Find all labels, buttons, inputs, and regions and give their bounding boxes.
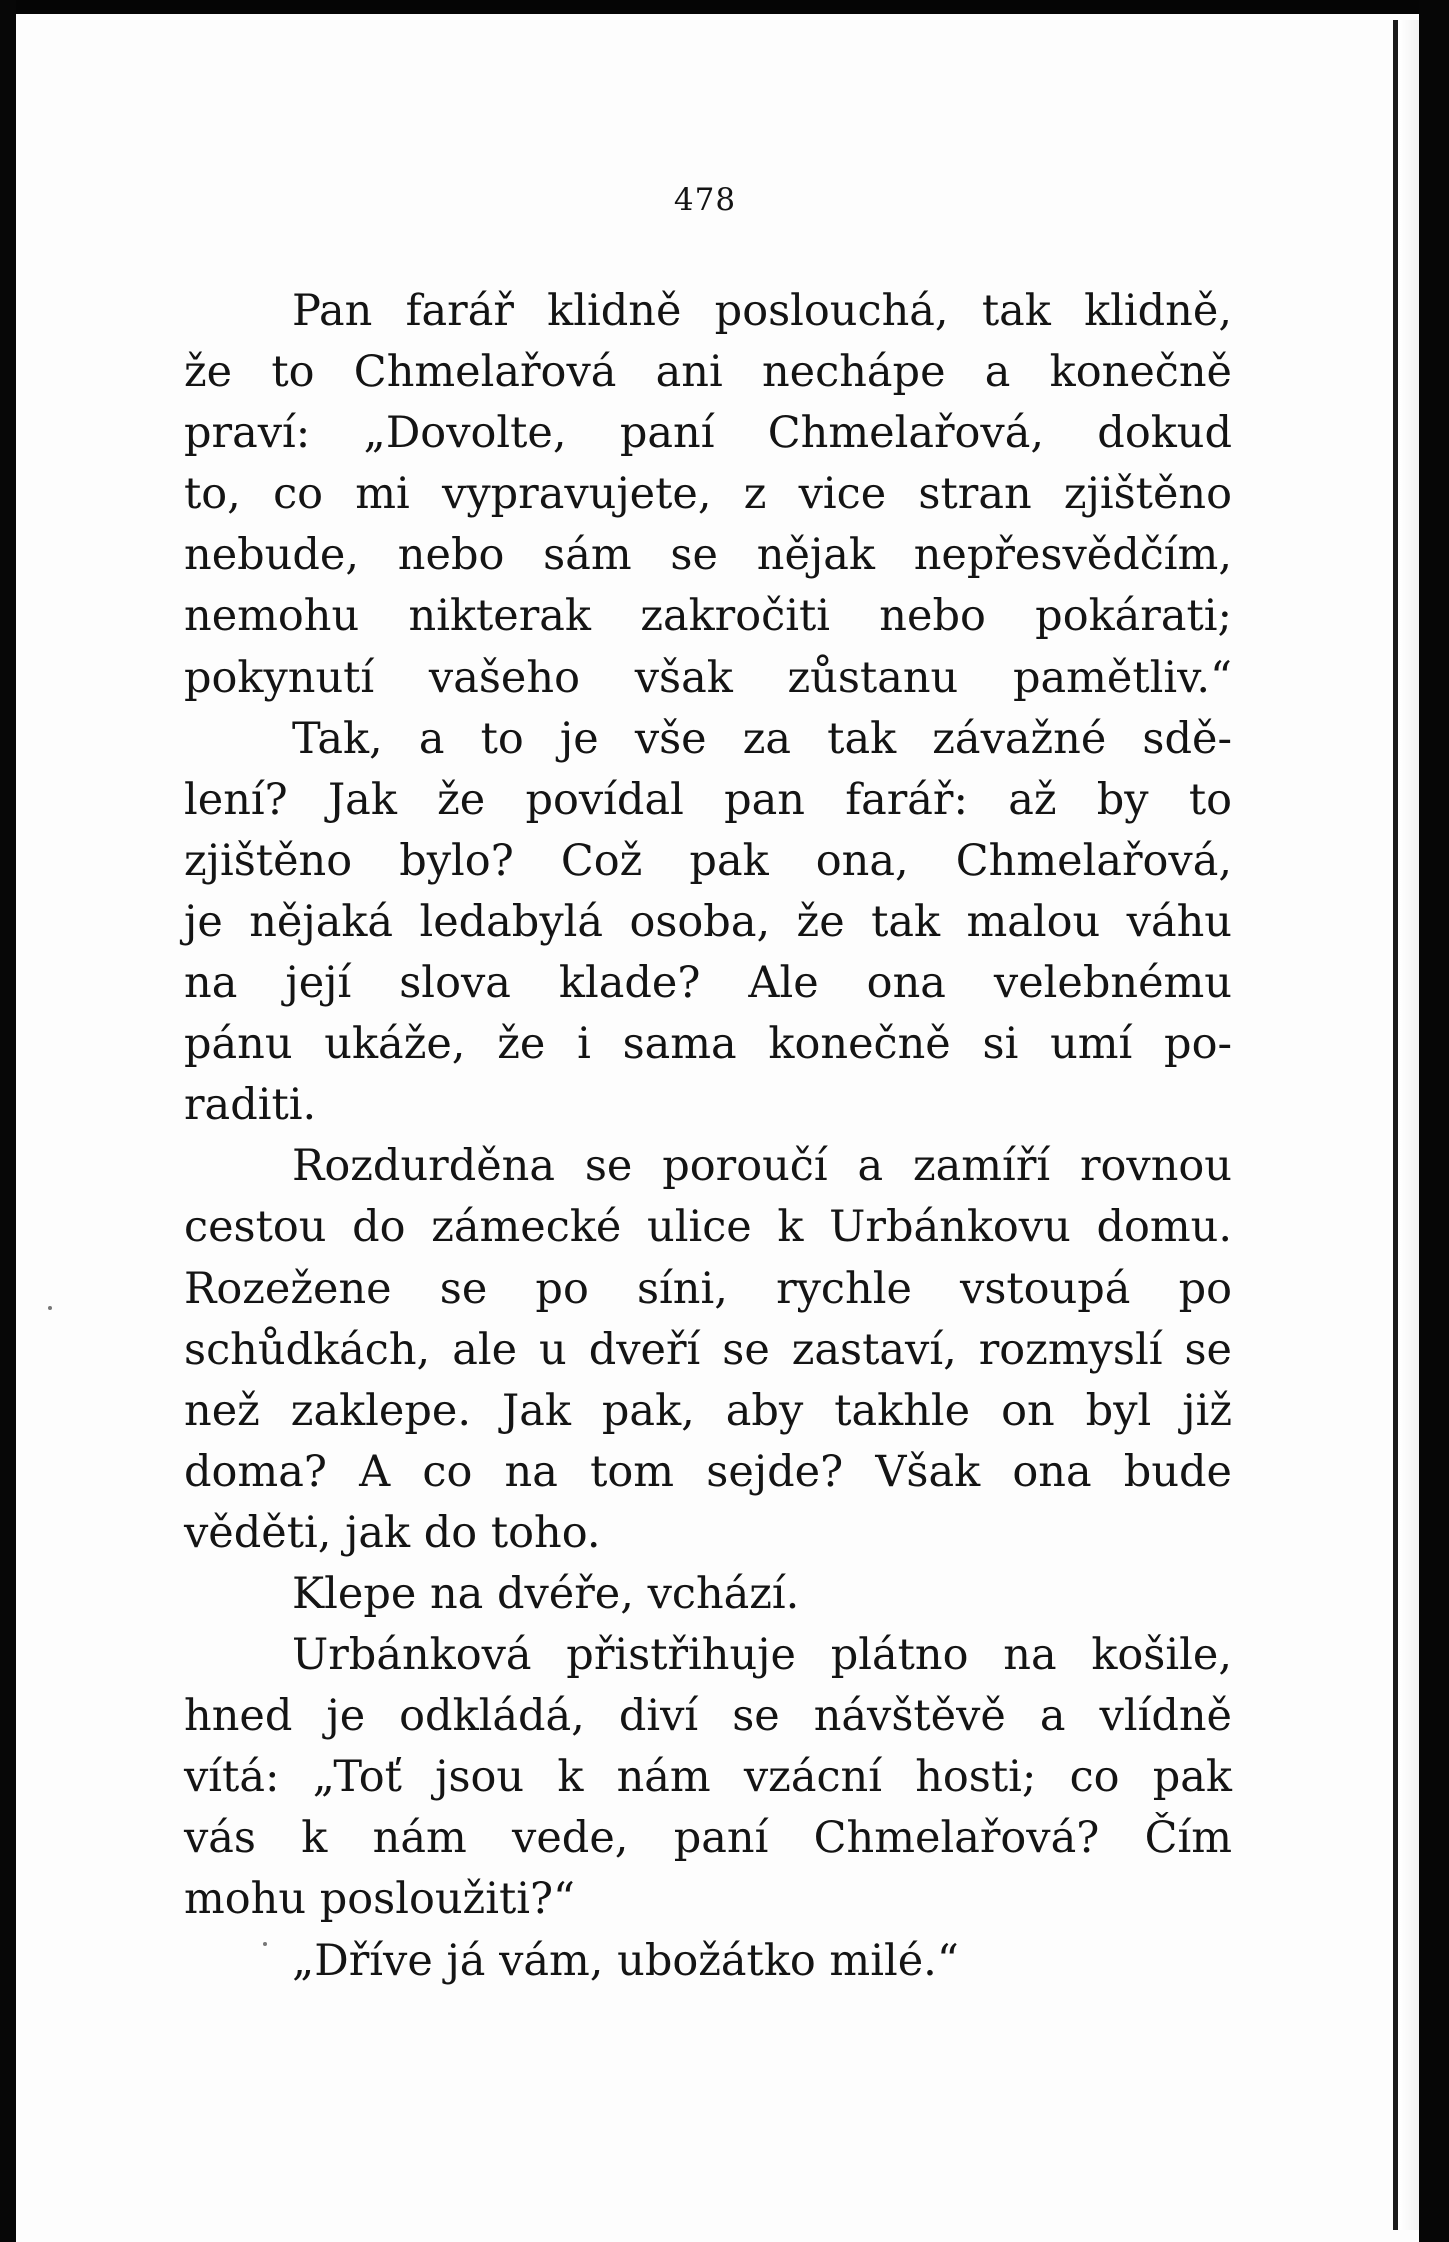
text-line: raditi. — [184, 1080, 317, 1131]
text-line: Urbánková přistřihuje plátno na košile, — [292, 1630, 1232, 1681]
text-line: věděti, jak do toho. — [184, 1507, 601, 1558]
body-text — [184, 281, 1232, 1992]
binding-line — [1393, 20, 1398, 2230]
scan-speck — [263, 1942, 267, 1946]
text-line: pokynutí vašeho však zůstanu pamětliv.“ — [184, 652, 1232, 703]
text-line: vás k nám vede, paní Chmelařová? Čím — [184, 1813, 1232, 1864]
text-line: nebude, nebo sám se nějak nepřesvědčím, — [184, 530, 1232, 581]
text-line: Pan farář klidně poslouchá, tak klidně, — [292, 286, 1232, 336]
text-line: praví: „Dovolte, paní Chmelařová, dokud — [184, 408, 1232, 459]
text-line: než zaklepe. Jak pak, aby takhle on byl již — [184, 1385, 1232, 1436]
text-line: Klepe na dvéře, vchází. — [292, 1568, 800, 1619]
binding-shadow — [1400, 20, 1419, 2230]
text-line: Tak, a to je vše za tak závažné sdě- — [292, 713, 1232, 764]
scan-top-edge — [0, 0, 1449, 14]
text-line: pánu ukáže, že i sama konečně si umí po- — [184, 1019, 1232, 1070]
scan-speck — [48, 1306, 52, 1310]
text-line: mohu posloužiti?“ — [184, 1874, 576, 1925]
text-line: schůdkách, ale u dveří se zastaví, rozmyslí se — [184, 1324, 1232, 1375]
text-line: Rozdurděna se poroučí a zamíří rovnou — [292, 1141, 1232, 1192]
text-line: to, co mi vypravujete, z vice stran zjištěno — [184, 469, 1232, 520]
text-line: „Dříve já vám, ubožátko milé.“ — [292, 1935, 959, 1986]
text-line: na její slova klade? Ale ona velebnému — [184, 958, 1232, 1009]
text-line: zjištěno bylo? Což pak ona, Chmelařová, — [184, 835, 1232, 886]
scan-right-edge — [1419, 0, 1449, 2242]
page-number: 478 — [673, 182, 737, 218]
text-line: hned je odkládá, diví se návštěvě a vlídně — [184, 1691, 1232, 1742]
text-line: je nějaká ledabylá osoba, že tak malou váhu — [184, 896, 1232, 947]
text-line: doma? A co na tom sejde? Však ona bude — [184, 1446, 1232, 1497]
text-line: Rozežene se po síni, rychle vstoupá po — [184, 1263, 1232, 1314]
text-line: vítá: „Toť jsou k nám vzácní hosti; co pak — [184, 1752, 1232, 1803]
text-line: že to Chmelařová ani nechápe a konečně — [184, 347, 1232, 398]
text-line: lení? Jak že povídal pan farář: až by to — [184, 774, 1232, 825]
text-line: nemohu nikterak zakročiti nebo pokárati; — [184, 591, 1232, 642]
scan-left-edge — [0, 0, 16, 2242]
text-line: cestou do zámecké ulice k Urbánkovu domu. — [184, 1202, 1232, 1253]
